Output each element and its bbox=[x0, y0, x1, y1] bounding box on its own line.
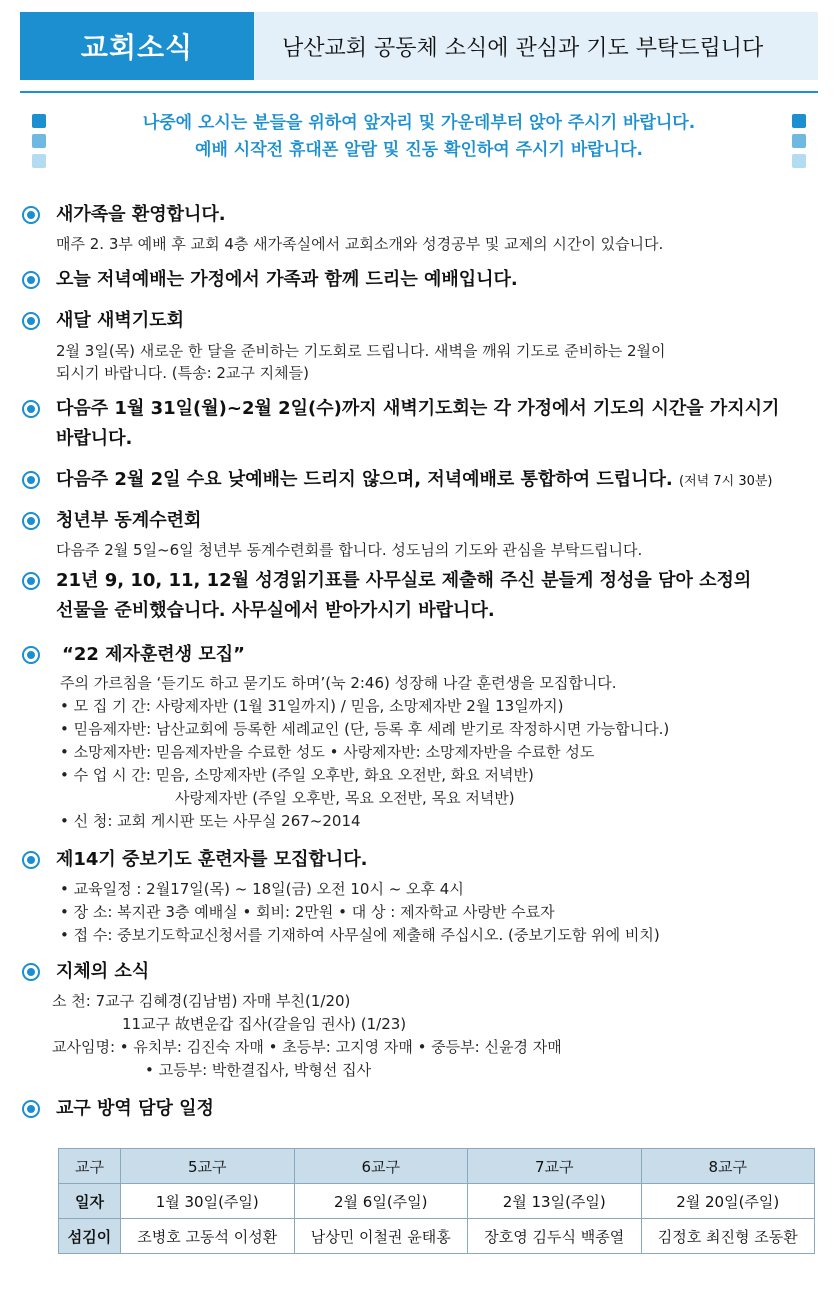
news-title: 오늘 저녁예배는 가정에서 가족과 함께 드리는 예배입니다. bbox=[56, 269, 518, 290]
table-cell: 김정호 최진형 조동환 bbox=[641, 1219, 815, 1254]
notice-text bbox=[60, 110, 778, 164]
bullet-icon bbox=[22, 1100, 40, 1118]
schedule-table bbox=[58, 1148, 815, 1254]
news-text: • 고등부: 박한결집사, 박형선 집사 bbox=[145, 1061, 372, 1079]
news-title: 선물을 준비했습니다. 사무실에서 받아가시기 바랍니다. bbox=[56, 600, 495, 621]
news-title: 교구 방역 담당 일정 bbox=[56, 1098, 214, 1119]
square-marker-icon bbox=[792, 154, 806, 168]
news-text: • 신 청: 교회 게시판 또는 사무실 267~2014 bbox=[60, 812, 361, 830]
news-text: 주의 가르침을 ‘듣기도 하고 묻기도 하며’(눅 2:46) 성장해 나갈 훈련생을 모집합니다. bbox=[60, 674, 617, 692]
news-title: 다음주 1월 31일(월)~2월 2일(수)까지 새벽기도회는 각 가정에서 기도의 시간을 가지시기 bbox=[56, 398, 780, 419]
square-marker-icon bbox=[32, 134, 46, 148]
table-cell: 1월 30일(주일) bbox=[121, 1184, 295, 1219]
table-row bbox=[59, 1184, 815, 1219]
table-cell: 2월 6일(주일) bbox=[294, 1184, 468, 1219]
table-cell: 조병호 고동석 이성환 bbox=[121, 1219, 295, 1254]
table-header-cell: 5교구 bbox=[121, 1149, 295, 1184]
table-header-cell: 6교구 bbox=[294, 1149, 468, 1184]
table-header-row bbox=[59, 1149, 815, 1184]
header-banner bbox=[20, 12, 818, 80]
news-text: 되시기 바랍니다. (특송: 2교구 지체들) bbox=[56, 364, 310, 382]
news-text: 사랑제자반 (주일 오후반, 목요 오전반, 목요 저녁반) bbox=[175, 789, 515, 807]
news-text: 2월 3일(목) 새로운 한 달을 준비하는 기도회로 드립니다. 새벽을 깨워 기도로 준비하는 2월이 bbox=[56, 342, 666, 360]
square-marker-icon bbox=[32, 114, 46, 128]
news-title: 청년부 동계수련회 bbox=[56, 510, 202, 531]
news-title: 새달 새벽기도회 bbox=[56, 310, 184, 331]
page-subtitle: 남산교회 공동체 소식에 관심과 기도 부탁드립니다 bbox=[282, 35, 764, 61]
table-header-cell: 8교구 bbox=[641, 1149, 815, 1184]
news-title-text: 다음주 2월 2일 수요 낮예배는 드리지 않으며, 저녁예배로 통합하여 드립니다. bbox=[56, 469, 673, 490]
news-text: 매주 2. 3부 예배 후 교회 4층 새가족실에서 교회소개와 성경공부 및 교제의 시간이 있습니다. bbox=[56, 235, 664, 253]
square-marker-icon bbox=[32, 154, 46, 168]
notice-line: 예배 시작전 휴대폰 알람 및 진동 확인하여 주시기 바랍니다. bbox=[195, 140, 643, 160]
bullet-icon bbox=[22, 400, 40, 418]
news-text: • 접 수: 중보기도학교신청서를 기재하여 사무실에 제출해 주십시오. (중보기도함 위에 비치) bbox=[60, 926, 660, 944]
notice-line: 나중에 오시는 분들을 위하여 앞자리 및 가운데부터 앉아 주시기 바랍니다. bbox=[142, 113, 696, 133]
news-title: 지체의 소식 bbox=[56, 961, 150, 982]
news-text: • 소망제자반: 믿음제자반을 수료한 성도 • 사랑제자반: 소망제자반을 수료한 성도 bbox=[60, 743, 595, 761]
header-divider bbox=[20, 91, 818, 93]
news-text: • 믿음제자반: 남산교회에 등록한 세례교인 (단, 등록 후 세례 받기로 작정하시면 가능합니다.) bbox=[60, 720, 670, 738]
table-row-header: 일자 bbox=[59, 1184, 121, 1219]
news-text: 교사임명: • 유치부: 김진숙 자매 • 초등부: 고지영 자매 • 중등부: 신윤경 자매 bbox=[52, 1038, 562, 1056]
news-title: 제14기 중보기도 훈련자를 모집합니다. bbox=[56, 849, 368, 870]
table-cell: 2월 13일(주일) bbox=[468, 1184, 642, 1219]
news-text: 다음주 2월 5일~6일 청년부 동계수련회를 합니다. 성도님의 기도와 관심을 부탁드립니다. bbox=[56, 541, 643, 559]
bullet-icon bbox=[22, 851, 40, 869]
news-title: “22 제자훈련생 모집” bbox=[62, 644, 245, 665]
page-title: 교회소식 bbox=[20, 12, 254, 80]
bullet-icon bbox=[22, 271, 40, 289]
table-header-cell: 교구 bbox=[59, 1149, 121, 1184]
news-title: 바랍니다. bbox=[56, 428, 133, 449]
bullet-icon bbox=[22, 963, 40, 981]
bullet-icon bbox=[22, 572, 40, 590]
table-row-header: 섬김이 bbox=[59, 1219, 121, 1254]
news-text: • 교육일정 : 2월17일(목) ~ 18일(금) 오전 10시 ~ 오후 4시 bbox=[60, 880, 464, 898]
bullet-icon bbox=[22, 512, 40, 530]
news-title-note: (저녁 7시 30분) bbox=[679, 474, 773, 489]
notice-box bbox=[20, 110, 818, 170]
bullet-icon bbox=[22, 312, 40, 330]
table-cell: 2월 20일(주일) bbox=[641, 1184, 815, 1219]
news-text: • 모 집 기 간: 사랑제자반 (1월 31일까지) / 믿음, 소망제자반 2월 13일까지) bbox=[60, 697, 564, 715]
table-cell: 남상민 이철권 윤태홍 bbox=[294, 1219, 468, 1254]
bullet-icon bbox=[22, 206, 40, 224]
table-row bbox=[59, 1219, 815, 1254]
news-text: • 장 소: 복지관 3층 예배실 • 회비: 2만원 • 대 상 : 제자학교 사랑반 수료자 bbox=[60, 903, 555, 921]
table-header-cell: 7교구 bbox=[468, 1149, 642, 1184]
table-cell: 장호영 김두식 백종열 bbox=[468, 1219, 642, 1254]
square-marker-icon bbox=[792, 114, 806, 128]
news-text: 소 천: 7교구 김혜경(김남범) 자매 부친(1/20) bbox=[52, 992, 351, 1010]
bullet-icon bbox=[22, 471, 40, 489]
news-title bbox=[56, 465, 773, 497]
news-title: 21년 9, 10, 11, 12월 성경읽기표를 사무실로 제출해 주신 분들게 정성을 담아 소정의 bbox=[56, 570, 752, 591]
news-title: 새가족을 환영합니다. bbox=[56, 204, 226, 225]
bullet-icon bbox=[22, 646, 40, 664]
news-text: 11교구 故변운갑 집사(갈을임 권사) (1/23) bbox=[122, 1015, 407, 1033]
news-text: • 수 업 시 간: 믿음, 소망제자반 (주일 오후반, 화요 오전반, 화요 저녁반) bbox=[60, 766, 534, 784]
square-marker-icon bbox=[792, 134, 806, 148]
